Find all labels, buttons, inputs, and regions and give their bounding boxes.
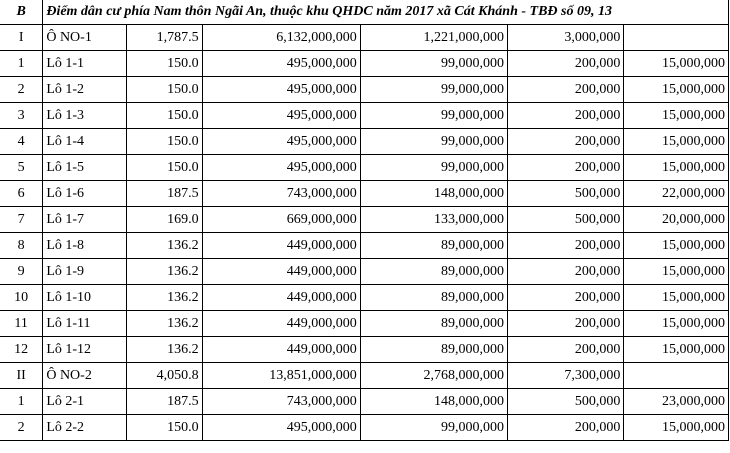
cell-value-5: 200,000 xyxy=(508,285,624,311)
cell-lot-name: Lô 1-12 xyxy=(43,337,127,363)
cell-value-6: 15,000,000 xyxy=(624,77,729,103)
cell-value-6: 15,000,000 xyxy=(624,415,729,441)
cell-index: 6 xyxy=(0,181,43,207)
cell-index: 11 xyxy=(0,311,43,337)
table-row xyxy=(0,155,729,181)
cell-value-6: 23,000,000 xyxy=(624,389,729,415)
cell-index: 1 xyxy=(0,389,43,415)
cell-lot-name: Lô 1-8 xyxy=(43,233,127,259)
cell-value-3: 495,000,000 xyxy=(202,77,360,103)
cell-lot-name: Lô 1-4 xyxy=(43,129,127,155)
cell-lot-name: Lô 1-6 xyxy=(43,181,127,207)
cell-value-5: 500,000 xyxy=(508,181,624,207)
cell-index: 9 xyxy=(0,259,43,285)
cell-value-3: 449,000,000 xyxy=(202,259,360,285)
cell-value-5: 200,000 xyxy=(508,311,624,337)
cell-value-3: 495,000,000 xyxy=(202,103,360,129)
cell-value-3: 495,000,000 xyxy=(202,129,360,155)
cell-lot-name: Lô 2-1 xyxy=(43,389,127,415)
table-row xyxy=(0,259,729,285)
table-row xyxy=(0,389,729,415)
cell-value-4: 148,000,000 xyxy=(360,181,507,207)
table-row xyxy=(0,51,729,77)
cell-index: 10 xyxy=(0,285,43,311)
cell-value-3: 449,000,000 xyxy=(202,337,360,363)
cell-value-6: 15,000,000 xyxy=(624,129,729,155)
cell-area: 4,050.8 xyxy=(126,363,202,389)
cell-value-4: 99,000,000 xyxy=(360,415,507,441)
cell-value-3: 669,000,000 xyxy=(202,207,360,233)
cell-value-5: 200,000 xyxy=(508,233,624,259)
cell-value-3: 495,000,000 xyxy=(202,415,360,441)
cell-lot-name: Lô 1-7 xyxy=(43,207,127,233)
cell-value-5: 500,000 xyxy=(508,389,624,415)
cell-value-3: 743,000,000 xyxy=(202,389,360,415)
table-row xyxy=(0,103,729,129)
cell-area: 136.2 xyxy=(126,337,202,363)
cell-value-3: 449,000,000 xyxy=(202,233,360,259)
cell-lot-name: Lô 1-9 xyxy=(43,259,127,285)
cell-value-5: 500,000 xyxy=(508,207,624,233)
cell-value-6: 15,000,000 xyxy=(624,311,729,337)
table-row xyxy=(0,285,729,311)
cell-value-6: 15,000,000 xyxy=(624,233,729,259)
section-title: Điểm dân cư phía Nam thôn Ngãi An, thuộc khu QHDC năm 2017 xã Cát Khánh - TBĐ số 09, 13 xyxy=(43,0,729,25)
cell-value-3: 495,000,000 xyxy=(202,51,360,77)
cell-index: 8 xyxy=(0,233,43,259)
cell-index: 1 xyxy=(0,51,43,77)
cell-value-6: 15,000,000 xyxy=(624,51,729,77)
cell-value-3: 449,000,000 xyxy=(202,285,360,311)
table-row xyxy=(0,337,729,363)
cell-value-3: 6,132,000,000 xyxy=(202,25,360,51)
table-row xyxy=(0,77,729,103)
cell-lot-name: Ô NO-2 xyxy=(43,363,127,389)
cell-area: 150.0 xyxy=(126,129,202,155)
cell-value-5: 200,000 xyxy=(508,415,624,441)
cell-value-4: 148,000,000 xyxy=(360,389,507,415)
cell-value-6: 15,000,000 xyxy=(624,337,729,363)
cell-area: 150.0 xyxy=(126,103,202,129)
cell-area: 136.2 xyxy=(126,285,202,311)
cell-value-4: 89,000,000 xyxy=(360,337,507,363)
cell-value-4: 99,000,000 xyxy=(360,129,507,155)
cell-value-6: 15,000,000 xyxy=(624,155,729,181)
cell-area: 136.2 xyxy=(126,233,202,259)
cell-value-6: 22,000,000 xyxy=(624,181,729,207)
cell-lot-name: Ô NO-1 xyxy=(43,25,127,51)
cell-value-4: 99,000,000 xyxy=(360,103,507,129)
cell-area: 136.2 xyxy=(126,311,202,337)
cell-index: 12 xyxy=(0,337,43,363)
cell-value-5: 200,000 xyxy=(508,129,624,155)
cell-value-4: 99,000,000 xyxy=(360,155,507,181)
cell-area: 150.0 xyxy=(126,77,202,103)
cell-area: 150.0 xyxy=(126,155,202,181)
table-row xyxy=(0,311,729,337)
table-row xyxy=(0,233,729,259)
cell-index: I xyxy=(0,25,43,51)
cell-value-6 xyxy=(624,363,729,389)
cell-index: 2 xyxy=(0,415,43,441)
table-row xyxy=(0,181,729,207)
cell-value-6: 15,000,000 xyxy=(624,259,729,285)
group-header-row xyxy=(0,25,729,51)
cell-value-4: 99,000,000 xyxy=(360,51,507,77)
cell-area: 169.0 xyxy=(126,207,202,233)
cell-value-3: 13,851,000,000 xyxy=(202,363,360,389)
cell-area: 150.0 xyxy=(126,51,202,77)
cell-index: 5 xyxy=(0,155,43,181)
cell-value-4: 1,221,000,000 xyxy=(360,25,507,51)
cell-index: II xyxy=(0,363,43,389)
cell-value-5: 200,000 xyxy=(508,51,624,77)
cell-area: 1,787.5 xyxy=(126,25,202,51)
cell-value-5: 200,000 xyxy=(508,77,624,103)
cell-area: 150.0 xyxy=(126,415,202,441)
cell-value-6: 15,000,000 xyxy=(624,285,729,311)
cell-value-3: 495,000,000 xyxy=(202,155,360,181)
cell-index: 4 xyxy=(0,129,43,155)
cell-value-5: 200,000 xyxy=(508,337,624,363)
cell-lot-name: Lô 1-1 xyxy=(43,51,127,77)
table-row xyxy=(0,207,729,233)
cell-value-4: 89,000,000 xyxy=(360,311,507,337)
cell-index: 3 xyxy=(0,103,43,129)
cell-value-4: 133,000,000 xyxy=(360,207,507,233)
cell-value-6: 15,000,000 xyxy=(624,103,729,129)
cell-value-6 xyxy=(624,25,729,51)
cell-area: 136.2 xyxy=(126,259,202,285)
cell-value-5: 200,000 xyxy=(508,259,624,285)
group-header-row xyxy=(0,363,729,389)
cell-value-6: 20,000,000 xyxy=(624,207,729,233)
cell-area: 187.5 xyxy=(126,389,202,415)
cell-value-3: 449,000,000 xyxy=(202,311,360,337)
cell-lot-name: Lô 1-2 xyxy=(43,77,127,103)
cell-lot-name: Lô 1-10 xyxy=(43,285,127,311)
cell-index: 7 xyxy=(0,207,43,233)
cell-value-5: 7,300,000 xyxy=(508,363,624,389)
cell-value-4: 89,000,000 xyxy=(360,285,507,311)
cell-value-3: 743,000,000 xyxy=(202,181,360,207)
section-header-row xyxy=(0,0,729,25)
cell-value-4: 89,000,000 xyxy=(360,259,507,285)
section-index: B xyxy=(0,0,43,25)
cell-value-5: 200,000 xyxy=(508,103,624,129)
cell-value-5: 200,000 xyxy=(508,155,624,181)
cell-value-4: 89,000,000 xyxy=(360,233,507,259)
cell-lot-name: Lô 1-3 xyxy=(43,103,127,129)
cell-lot-name: Lô 2-2 xyxy=(43,415,127,441)
cell-value-4: 2,768,000,000 xyxy=(360,363,507,389)
cell-index: 2 xyxy=(0,77,43,103)
cell-area: 187.5 xyxy=(126,181,202,207)
cell-value-4: 99,000,000 xyxy=(360,77,507,103)
cell-lot-name: Lô 1-11 xyxy=(43,311,127,337)
cell-lot-name: Lô 1-5 xyxy=(43,155,127,181)
table-row xyxy=(0,129,729,155)
table-row xyxy=(0,415,729,441)
cell-value-5: 3,000,000 xyxy=(508,25,624,51)
